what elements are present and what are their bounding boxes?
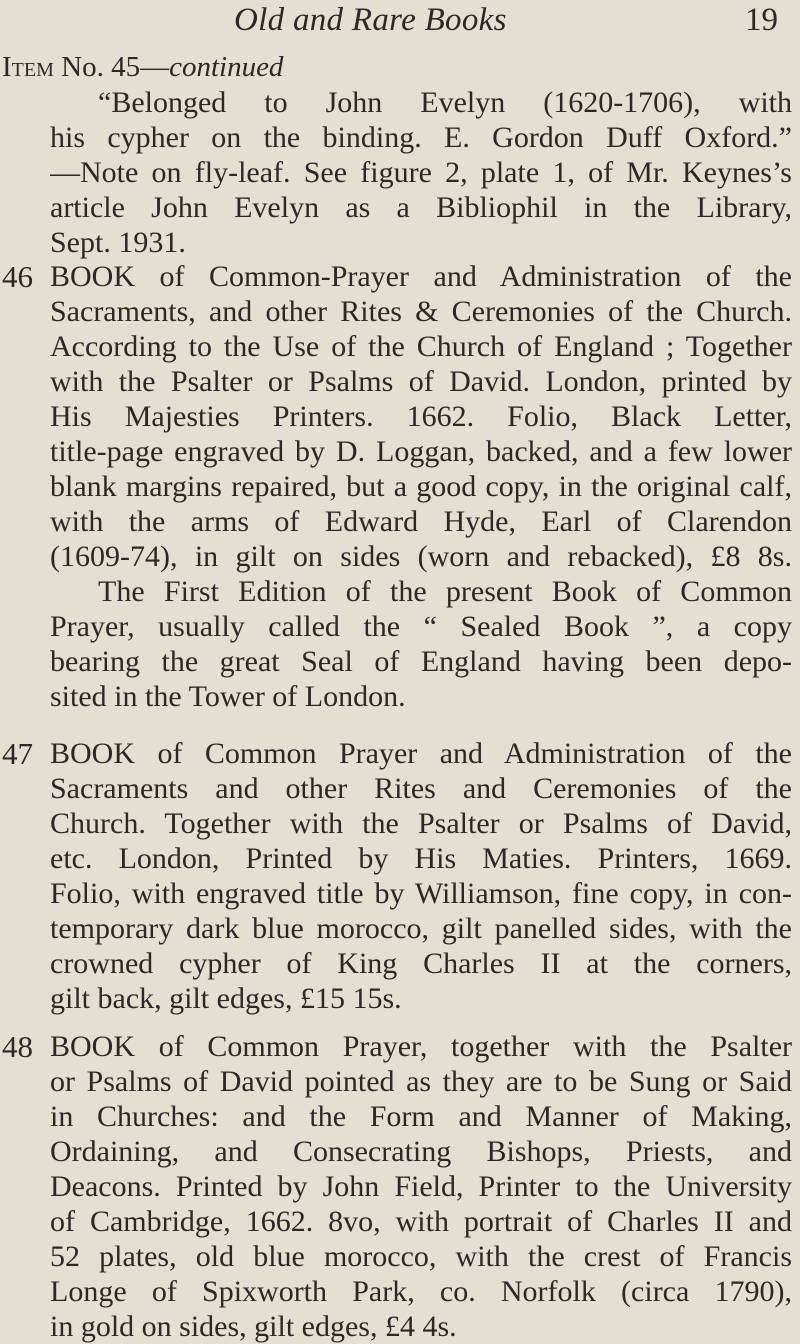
page-number: 19	[745, 2, 778, 38]
text-line: BOOK of Common-Prayer and Administration of the	[50, 260, 792, 293]
text-line: The First Edition of the present Book of Common	[98, 575, 792, 608]
continuation-label	[2, 50, 283, 85]
text-line: in Churches: and the Form and Manner of Making,	[50, 1100, 792, 1133]
text-line: Ordaining, and Consecrating Bishops, Priests, and	[50, 1135, 792, 1168]
text-line: Deacons. Printed by John Field, Printer to the University	[50, 1170, 792, 1203]
text-line: 52 plates, old blue morocco, with the crest of Francis	[50, 1240, 792, 1273]
text-line: (1609-74), in gilt on sides (worn and rebacked), £8 8s.	[50, 540, 792, 573]
entry-text	[50, 259, 792, 714]
page-header	[0, 2, 800, 42]
text-line: —Note on fly-leaf. See figure 2, plate 1, of Mr. Keynes’s	[50, 156, 792, 189]
text-line: gilt back, gilt edges, £15 15s.	[50, 982, 402, 1015]
text-line: article John Evelyn as a Bibliophil in the Library,	[50, 191, 792, 224]
item-word: Item	[2, 51, 54, 83]
text-line: “Belonged to John Evelyn (1620-1706), with	[98, 86, 792, 119]
text-line: His Majesties Printers. 1662. Folio, Black Letter,	[50, 400, 792, 433]
text-line: with the Psalter or Psalms of David. London, printed by	[50, 365, 792, 398]
entry-text	[50, 85, 792, 260]
item-number: 48	[2, 1029, 33, 1064]
text-line: temporary dark blue morocco, gilt panelled sides, with the	[50, 912, 792, 945]
text-line: etc. London, Printed by His Maties. Printers, 1669.	[50, 842, 792, 875]
text-line: bearing the great Seal of England having been depo-	[50, 645, 792, 678]
text-line: BOOK of Common Prayer, together with the Psalter	[50, 1030, 792, 1063]
entry-text	[50, 736, 792, 1016]
text-line: Folio, with engraved title by Williamson, fine copy, in con-	[50, 877, 792, 910]
continued-word: continued	[169, 51, 284, 83]
text-line: According to the Use of the Church of England ; Together	[50, 330, 792, 363]
item-number: 47	[2, 736, 33, 771]
text-line: Sacraments, and other Rites & Ceremonies of the Church.	[50, 295, 792, 328]
entry-text	[50, 1029, 792, 1344]
text-line: title-page engraved by D. Loggan, backed, and a few lower	[50, 435, 792, 468]
text-line: BOOK of Common Prayer and Administration of the	[50, 737, 792, 770]
text-line: Church. Together with the Psalter or Psalms of David,	[50, 807, 792, 840]
text-line: Sept. 1931.	[50, 226, 186, 259]
running-title: Old and Rare Books	[234, 2, 507, 38]
text-line: Sacraments and other Rites and Ceremonies of the	[50, 772, 792, 805]
text-line: sited in the Tower of London.	[50, 680, 406, 713]
text-line: blank margins repaired, but a good copy, in the original calf,	[50, 470, 792, 503]
text-line: in gold on sides, gilt edges, £4 4s.	[50, 1310, 457, 1343]
text-line: or Psalms of David pointed as they are to be Sung or Said	[50, 1065, 792, 1098]
item-number: 46	[2, 259, 33, 294]
item-number-label: No. 45—	[61, 51, 170, 83]
text-line: his cypher on the binding. E. Gordon Duff Oxford.”	[50, 121, 792, 154]
text-line: Longe of Spixworth Park, co. Norfolk (circa 1790),	[50, 1275, 792, 1308]
text-line: crowned cypher of King Charles II at the corners,	[50, 947, 792, 980]
text-line: with the arms of Edward Hyde, Earl of Clarendon	[50, 505, 792, 538]
text-line: Prayer, usually called the “ Sealed Book ”, a copy	[50, 610, 792, 643]
text-line: of Cambridge, 1662. 8vo, with portrait of Charles II and	[50, 1205, 792, 1238]
